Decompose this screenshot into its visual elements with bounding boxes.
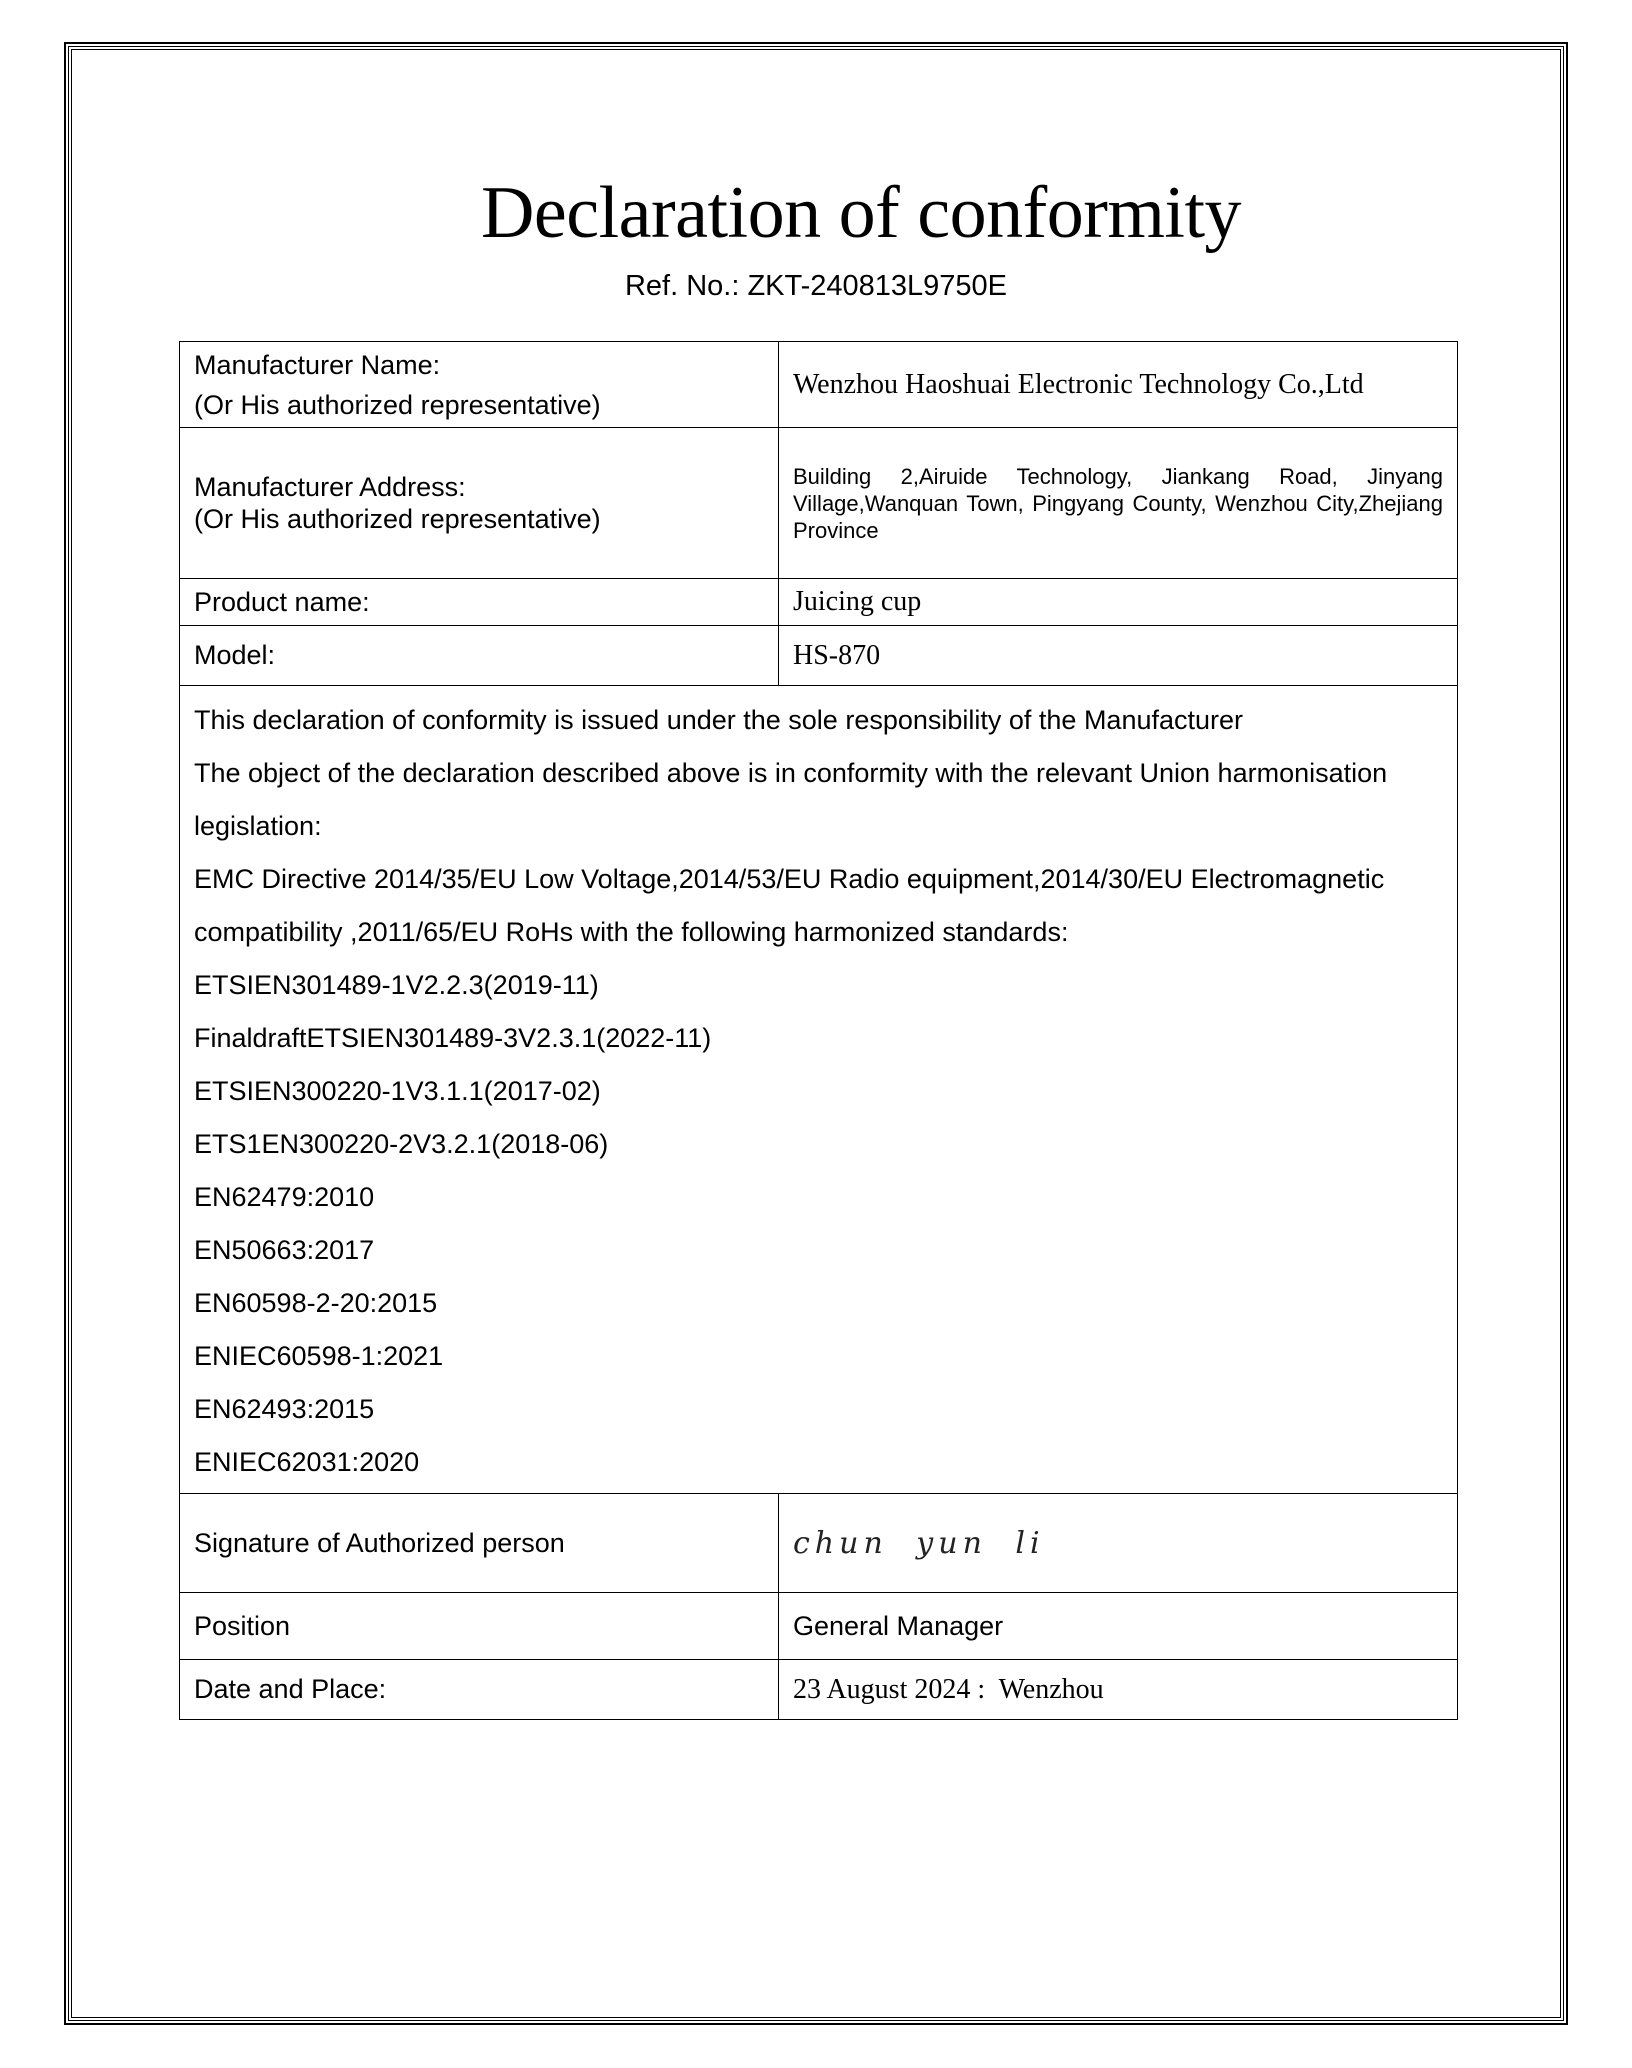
standard-item: FinaldraftETSIEN301489-3V2.3.1(2022-11) — [194, 1023, 712, 1053]
standard-item: EN50663:2017 — [194, 1235, 375, 1265]
row-date-place — [180, 1660, 1458, 1720]
row-signature — [180, 1494, 1458, 1593]
declaration-line: This declaration of conformity is issued under the sole responsibility of the Manufacturer — [194, 705, 1244, 735]
product-name-label: Product name: — [180, 579, 779, 626]
row-manufacturer-address — [180, 428, 1458, 579]
row-declaration-body — [180, 686, 1458, 1494]
manufacturer-address-label-cell — [180, 428, 779, 579]
handwritten-signature: chun yun li — [793, 1525, 1045, 1561]
standard-item: ETSIEN300220-1V3.1.1(2017-02) — [194, 1076, 601, 1106]
declaration-table — [179, 341, 1458, 1720]
manufacturer-name-label: Manufacturer Name: — [194, 349, 441, 380]
standard-item: ENIEC60598-1:2021 — [194, 1341, 444, 1371]
date-place-value: 23 August 2024 : Wenzhou — [779, 1660, 1458, 1720]
declaration-body — [180, 686, 1458, 1494]
manufacturer-name-sublabel: (Or His authorized representative) — [194, 389, 601, 420]
signature-label: Signature of Authorized person — [180, 1494, 779, 1593]
manufacturer-address-value: Building 2,Airuide Technology, Jiankang Road, Jinyang Village,Wanquan Town, Pingyang County, Wenzhou City,Zhejiang Province — [779, 428, 1458, 579]
row-product-name — [180, 579, 1458, 626]
date-place-label: Date and Place: — [180, 1660, 779, 1720]
declaration-line: legislation: — [194, 811, 322, 841]
position-value: General Manager — [779, 1593, 1458, 1660]
manufacturer-address-sublabel: (Or His authorized representative) — [194, 504, 601, 534]
standard-item: ETSIEN301489-1V2.2.3(2019-11) — [194, 970, 599, 1000]
document-title: Declaration of conformity — [480, 172, 1242, 254]
row-position — [180, 1593, 1458, 1660]
reference-number: Ref. No.: ZKT-240813L9750E — [624, 270, 1008, 302]
manufacturer-address-label: Manufacturer Address: — [194, 472, 466, 502]
standard-item: ENIEC62031:2020 — [194, 1447, 420, 1477]
row-model — [180, 626, 1458, 686]
standard-item: ETS1EN300220-2V3.2.1(2018-06) — [194, 1129, 609, 1159]
position-label: Position — [180, 1593, 779, 1660]
standard-item: EN62493:2015 — [194, 1394, 375, 1424]
signature-cell — [779, 1494, 1458, 1593]
product-name-value: Juicing cup — [779, 579, 1458, 626]
declaration-line: compatibility ,2011/65/EU RoHs with the following harmonized standards: — [194, 917, 1069, 947]
declaration-line: The object of the declaration described above is in conformity with the relevant Union harmonisation — [194, 758, 1388, 788]
manufacturer-name-label-cell — [180, 342, 779, 428]
standard-item: EN62479:2010 — [194, 1182, 375, 1212]
model-label: Model: — [180, 626, 779, 686]
standard-item: EN60598-2-20:2015 — [194, 1288, 438, 1318]
manufacturer-name-value: Wenzhou Haoshuai Electronic Technology Co.,Ltd — [779, 342, 1458, 428]
declaration-line: EMC Directive 2014/35/EU Low Voltage,2014/53/EU Radio equipment,2014/30/EU Electromagnetic — [194, 864, 1385, 894]
row-manufacturer-name — [180, 342, 1458, 428]
model-value: HS-870 — [779, 626, 1458, 686]
